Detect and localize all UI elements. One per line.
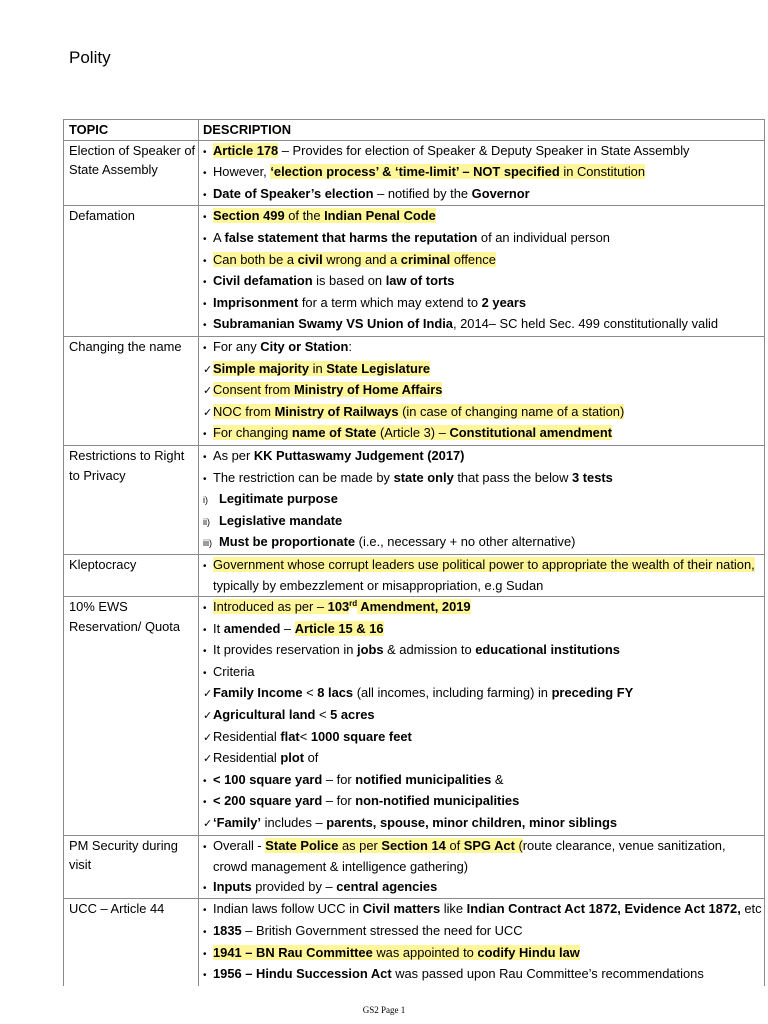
table-row — [64, 445, 765, 554]
text-run: NOC from — [213, 403, 275, 419]
table-row — [64, 554, 765, 596]
description-line — [203, 640, 762, 662]
text-run: – Provides for election of Speaker & Deputy Speaker in State Assembly — [278, 142, 690, 158]
text-run: & — [491, 771, 504, 787]
text-run: in — [309, 360, 327, 376]
notes-table — [63, 119, 765, 986]
description-line — [203, 489, 762, 511]
text-run: wrong and a — [322, 251, 401, 267]
description-line — [203, 141, 762, 163]
text-run: Introduced as per – — [213, 599, 328, 615]
text-run: Can both be a — [213, 251, 298, 267]
check-mark-icon: ✓ — [203, 363, 213, 376]
text-run: Article 178 — [213, 142, 279, 158]
description-line — [203, 314, 762, 336]
text-run: Section 499 — [213, 208, 285, 224]
topic-cell: Kleptocracy — [64, 554, 199, 596]
topic-cell: Defamation — [64, 206, 199, 337]
bullet-icon: • — [203, 926, 207, 938]
text-run: Civil defamation — [213, 273, 313, 289]
description-cell — [199, 899, 765, 986]
topic-cell: 10% EWS Reservation/ Quota — [64, 597, 199, 836]
text-run: – British Government stressed the need for UCC — [241, 922, 523, 938]
bullet-icon: • — [203, 948, 207, 960]
text-run: for a term which may extend to — [298, 294, 482, 310]
text-run: (Article 3) – — [376, 425, 450, 441]
text-run: KK Puttaswamy Judgement (2017) — [253, 447, 465, 463]
page-title: Polity — [69, 48, 111, 67]
description-line — [203, 337, 762, 359]
text-run: educational institutions — [475, 642, 620, 658]
description-line — [203, 813, 762, 835]
text-run: Indian Contract Act 1872, Evidence Act 1872, — [466, 901, 741, 917]
text-run: Consent from — [213, 382, 294, 398]
bullet-icon: • — [203, 277, 207, 289]
text-run: It provides reservation in — [213, 642, 358, 658]
text-run: of an individual person — [477, 229, 610, 245]
text-run: offence — [450, 251, 496, 267]
text-run: < 100 square yard — [213, 771, 323, 787]
text-run: as per — [338, 837, 382, 853]
text-run: Overall - — [213, 837, 266, 853]
text-run: (all incomes, including farming) in — [353, 685, 552, 701]
text-run: provided by – — [251, 878, 337, 894]
text-run: < — [299, 728, 311, 744]
text-run: route clearance, venue sanitization, crowd management & intelligence gathering) — [213, 837, 726, 875]
text-run: Ministry of Home Affairs — [293, 382, 443, 398]
text-run: Ministry of Railways — [274, 403, 399, 419]
text-run: – for — [322, 771, 356, 787]
description-line — [203, 748, 762, 770]
bullet-icon: • — [203, 841, 207, 853]
text-run: name of State — [291, 425, 377, 441]
table-row — [64, 140, 765, 206]
text-run: Subramanian Swamy VS Union of India — [213, 316, 453, 332]
text-run: < — [315, 707, 331, 723]
notes-table-body — [64, 120, 765, 986]
text-run: Must be proportionate — [219, 534, 356, 550]
text-run: criminal — [400, 251, 451, 267]
bullet-icon: • — [203, 212, 207, 224]
text-run: (in case of changing name of a station) — [398, 403, 625, 419]
check-mark-icon: ✓ — [203, 710, 213, 723]
description-line — [203, 597, 762, 619]
bullet-icon: • — [203, 298, 207, 310]
description-line — [203, 423, 762, 445]
bullet-icon: • — [203, 603, 207, 615]
text-run: For any — [213, 338, 261, 354]
table-row — [64, 206, 765, 337]
text-run: ( — [514, 837, 523, 853]
check-mark-icon: ✓ — [203, 688, 213, 701]
text-run: Inputs — [213, 878, 252, 894]
text-run: As per — [213, 447, 254, 463]
description-line — [203, 921, 762, 943]
text-run: : — [348, 338, 352, 354]
text-run: jobs — [357, 642, 384, 658]
text-run: State Legislature — [326, 360, 431, 376]
text-run: City or Station — [260, 338, 349, 354]
text-run: – notified by the — [373, 185, 472, 201]
text-run: Indian laws follow UCC in — [213, 901, 363, 917]
text-run: was appointed to — [372, 944, 478, 960]
text-run: rd — [349, 598, 358, 608]
bullet-icon: • — [203, 882, 207, 894]
text-run: Constitutional amendment — [449, 425, 613, 441]
text-run: parents, spouse, minor children, minor siblings — [326, 815, 618, 830]
text-run: preceding FY — [551, 685, 634, 701]
text-run: of the — [284, 208, 325, 224]
text-run: – — [280, 620, 295, 636]
description-line — [203, 293, 762, 315]
description-line — [203, 943, 762, 965]
bullet-icon: • — [203, 168, 207, 180]
text-run: Legislative mandate — [219, 512, 343, 528]
bullet-icon: • — [203, 429, 207, 441]
list-numeral: ii) — [203, 516, 210, 527]
bullet-icon: • — [203, 342, 207, 354]
bullet-icon: • — [203, 560, 207, 572]
check-mark-icon: ✓ — [203, 753, 213, 766]
list-numeral: iii) — [203, 538, 212, 549]
text-run: 3 tests — [572, 469, 613, 485]
description-line — [203, 662, 762, 684]
text-run: Government whose corrupt leaders use political power to appropriate the wealth of their nation, — [213, 556, 755, 572]
bullet-icon: • — [203, 775, 207, 787]
bullet-icon: • — [203, 970, 207, 982]
bullet-icon: • — [203, 255, 207, 267]
text-run: notified municipalities — [355, 771, 492, 787]
text-run: false statement that harms the reputation — [224, 229, 478, 245]
text-run: State Police — [265, 837, 339, 853]
text-run: It — [213, 620, 224, 636]
description-line — [203, 877, 762, 899]
text-run: 5 acres — [330, 707, 375, 723]
description-cell — [199, 336, 765, 445]
bullet-icon: • — [203, 646, 207, 658]
description-column-header: DESCRIPTION — [199, 120, 765, 141]
table-row — [64, 336, 765, 445]
description-line — [203, 271, 762, 293]
text-run: Simple majority — [213, 360, 309, 376]
text-run: 2 years — [481, 294, 527, 310]
text-run: amended — [223, 620, 281, 636]
description-cell — [199, 445, 765, 554]
text-run: ‘election process’ & ‘time-limit’ – NOT specified — [270, 164, 560, 180]
text-run: 1000 square feet — [310, 728, 412, 744]
text-run: that pass the below — [453, 469, 572, 485]
text-run: law of torts — [385, 273, 455, 289]
text-run: Governor — [471, 185, 530, 201]
text-run: flat — [280, 728, 300, 744]
table-row — [64, 899, 765, 986]
text-run: includes – — [261, 815, 327, 830]
list-numeral: i) — [203, 495, 208, 506]
text-run: Date of Speaker’s election — [213, 185, 374, 201]
description-cell — [199, 206, 765, 337]
description-cell — [199, 597, 765, 836]
text-run: A — [213, 229, 225, 245]
text-run: Family Income — [213, 685, 303, 701]
text-run: Residential — [213, 750, 281, 766]
text-run: 8 lacs — [317, 685, 354, 701]
check-mark-icon: ✓ — [203, 818, 213, 830]
bullet-icon: • — [203, 146, 207, 158]
text-run: like — [440, 901, 467, 917]
page-footer: GS2 Page 1 — [362, 1005, 406, 1015]
text-run: (i.e., necessary + no other alternative) — [355, 534, 576, 550]
text-run: 1956 – Hindu Succession Act — [213, 966, 392, 982]
check-mark-icon: ✓ — [203, 406, 213, 419]
table-row — [64, 597, 765, 836]
text-run: < — [302, 685, 318, 701]
text-run: Civil matters — [362, 901, 441, 917]
topic-column-header: TOPIC — [64, 120, 199, 141]
text-run: non-notified municipalities — [355, 793, 520, 809]
text-run: Indian Penal Code — [324, 208, 436, 224]
description-cell — [199, 554, 765, 596]
check-mark-icon: ✓ — [203, 385, 213, 398]
text-run: 1835 — [213, 922, 242, 938]
bullet-icon: • — [203, 667, 207, 679]
text-run: codify Hindu law — [477, 944, 580, 960]
bullet-icon: • — [203, 451, 207, 463]
text-run: state only — [393, 469, 454, 485]
description-line — [203, 705, 762, 727]
text-run: Criteria — [213, 663, 255, 679]
text-run: ‘Family’ — [213, 815, 262, 830]
table-row — [64, 835, 765, 899]
text-run: Article 15 & 16 — [294, 620, 384, 636]
description-line — [203, 964, 762, 986]
bullet-icon: • — [203, 189, 207, 201]
bullet-icon: • — [203, 905, 207, 917]
text-run: Legitimate purpose — [219, 491, 338, 507]
text-run: etc — [740, 901, 762, 917]
text-run: in Constitution — [559, 164, 646, 180]
text-run: 103 — [327, 599, 350, 615]
text-run: Agricultural land — [213, 707, 316, 723]
text-run: Section 14 — [381, 837, 446, 853]
text-run: The restriction can be made by — [213, 469, 394, 485]
description-line — [203, 380, 762, 402]
text-run: was passed upon Rau Committee’s recommendations — [391, 966, 704, 982]
text-run: plot — [280, 750, 304, 766]
description-line — [203, 228, 762, 250]
description-line — [203, 206, 762, 228]
bullet-icon: • — [203, 233, 207, 245]
description-line — [203, 468, 762, 490]
text-run: of — [303, 750, 319, 766]
description-line — [203, 836, 762, 877]
table-header-row — [64, 120, 765, 141]
text-run: Amendment, 2019 — [357, 599, 471, 615]
topic-cell: Election of Speaker of State Assembly — [64, 140, 199, 206]
description-line — [203, 446, 762, 468]
bullet-icon: • — [203, 797, 207, 809]
description-line — [203, 727, 762, 749]
description-line — [203, 770, 762, 792]
description-cell — [199, 140, 765, 206]
text-run: Imprisonment — [213, 294, 299, 310]
description-line — [203, 162, 762, 184]
description-line — [203, 555, 762, 596]
bullet-icon: • — [203, 473, 207, 485]
description-line — [203, 184, 762, 206]
text-run: central agencies — [336, 878, 438, 894]
check-mark-icon: ✓ — [203, 731, 213, 744]
text-run: < 200 square yard — [213, 793, 323, 809]
description-line — [203, 791, 762, 813]
text-run: 1941 – BN Rau Committee — [213, 944, 373, 960]
topic-cell: Changing the name — [64, 336, 199, 445]
text-run: is based on — [312, 273, 386, 289]
description-line — [203, 532, 762, 554]
description-line — [203, 359, 762, 381]
topic-cell: PM Security during visit — [64, 835, 199, 899]
text-run: civil — [297, 251, 323, 267]
text-run: of — [445, 837, 464, 853]
text-run: For changing — [213, 425, 292, 441]
bullet-icon: • — [203, 624, 207, 636]
description-line — [203, 619, 762, 641]
topic-cell: UCC – Article 44 — [64, 899, 199, 986]
text-run: & admission to — [383, 642, 476, 658]
text-run: SPG Act — [463, 837, 515, 853]
text-run: typically by embezzlement or misappropriation, e.g Sudan — [213, 578, 544, 594]
bullet-icon: • — [203, 320, 207, 332]
description-line — [203, 511, 762, 533]
text-run: – for — [322, 793, 356, 809]
text-run: However, — [213, 164, 271, 180]
description-line — [203, 250, 762, 272]
description-line — [203, 683, 762, 705]
text-run: , 2014– SC held Sec. 499 constitutionally valid — [452, 316, 719, 332]
description-line — [203, 899, 762, 921]
text-run: Residential — [213, 728, 281, 744]
topic-cell: Restrictions to Right to Privacy — [64, 445, 199, 554]
description-line — [203, 402, 762, 424]
description-cell — [199, 835, 765, 899]
